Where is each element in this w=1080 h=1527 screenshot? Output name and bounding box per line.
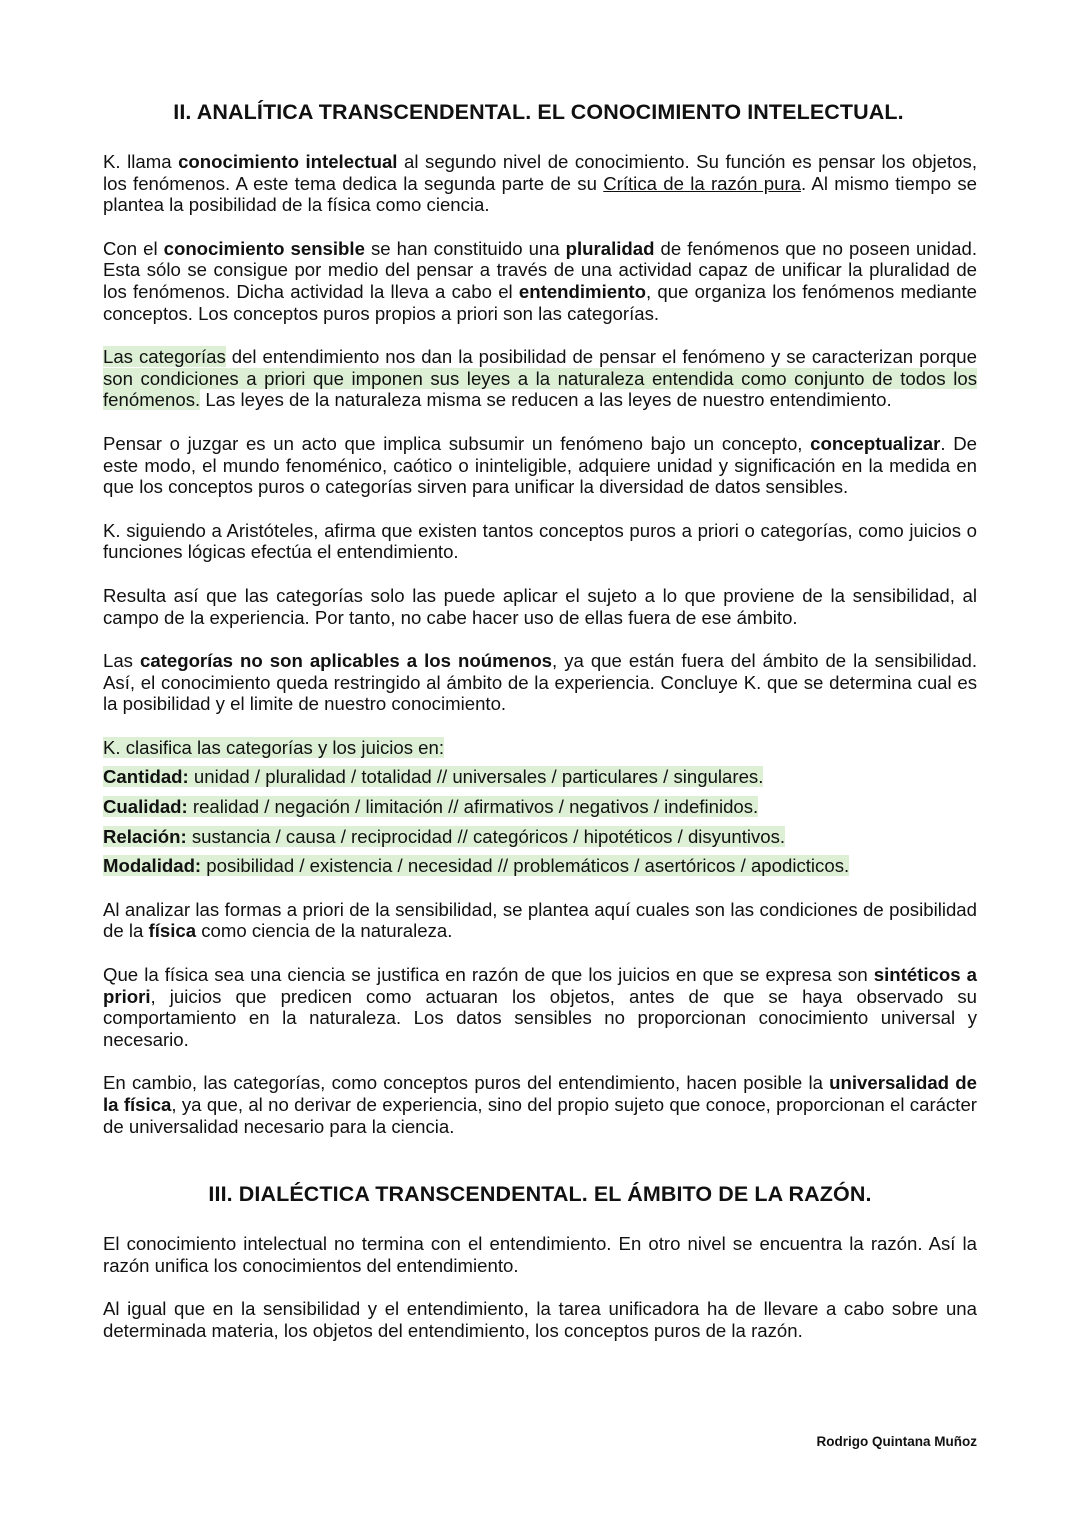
bold-term: universalidad de la física xyxy=(103,1072,977,1115)
document-body xyxy=(103,100,977,1342)
paragraph-noumenos: Las categorías no son aplicables a los noúmenos, ya que están fuera del ámbito de la sensibilidad. Así, el conocimiento queda restringido al ámbito de la experiencia. Concluye K. que se determina cual es la posibilidad y el limite de nuestro conocimiento. xyxy=(103,650,977,715)
paragraph-conocimiento-intelectual: K. llama conocimiento intelectual al segundo nivel de conocimiento. Su función es pensar los objetos, los fenómenos. A este tema dedica la segunda parte de su Crítica de la razón pura. Al mismo tiempo se plantea la posibilidad de la física como ciencia. xyxy=(103,151,977,216)
category-item-relacion: Relación: sustancia / causa / reciprocidad // categóricos / hipotéticos / disyuntivos. xyxy=(103,825,786,847)
paragraph-aristoteles: K. siguiendo a Aristóteles, afirma que existen tantos conceptos puros a priori o categorías, como juicios o funciones lógicas efectúa el entendimiento. xyxy=(103,519,977,563)
paragraph-conocimiento-sensible: Con el conocimiento sensible se han constituido una pluralidad de fenómenos que no poseen unidad. Esta sólo se consigue por medio del pensar a través de una actividad capaz de unificar la pluralidad de los fenómenos. Dicha actividad la lleva a cabo el entendimiento, que organiza los fenómenos mediante conceptos. Los conceptos puros propios a priori son las categorías. xyxy=(103,237,977,324)
paragraph-tarea-unificadora: Al igual que en la sensibilidad y el entendimiento, la tarea unificadora ha de llevare a cabo sobre una determinada materia, los objetos del entendimiento, los conceptos puros de la razón. xyxy=(103,1298,977,1341)
category-label: Modalidad: xyxy=(103,855,202,877)
highlight: Las categorías xyxy=(103,346,226,368)
bold-term: conocimiento intelectual xyxy=(178,151,398,172)
paragraph-razon: El conocimiento intelectual no termina con el entendimiento. En otro nivel se encuentra la razón. Así la razón unifica los conocimientos del entendimiento. xyxy=(103,1233,977,1276)
paragraph-fisica: Al analizar las formas a priori de la sensibilidad, se plantea aquí cuales son las condiciones de posibilidad de la física como ciencia de la naturaleza. xyxy=(103,898,977,942)
classification-intro xyxy=(103,737,977,759)
section-title-analitica: II. ANALÍTICA TRANSCENDENTAL. EL CONOCIMIENTO INTELECTUAL. xyxy=(173,100,904,124)
category-item-cantidad: Cantidad: unidad / pluralidad / totalidad // universales / particulares / singulares. xyxy=(103,766,764,788)
highlight: K. clasifica las categorías y los juicios en: xyxy=(103,736,445,758)
bold-term: sintéticos a priori xyxy=(103,964,977,1007)
category-label: Cualidad: xyxy=(103,796,188,818)
section-title-dialectica: III. DIALÉCTICA TRANSCENDENTAL. EL ÁMBITO DE LA RAZÓN. xyxy=(208,1182,872,1207)
category-item-cualidad: Cualidad: realidad / negación / limitación // afirmativos / negativos / indefinidos. xyxy=(103,796,759,818)
bold-term: conocimiento sensible xyxy=(163,237,365,259)
category-item-modalidad: Modalidad: posibilidad / existencia / necesidad // problemáticos / asertóricos / apodicticos. xyxy=(103,855,850,877)
bold-term: conceptualizar xyxy=(810,432,941,454)
book-title-link: Crítica de la razón pura xyxy=(603,172,801,194)
bold-term: categorías no son aplicables a los noúmenos xyxy=(140,650,553,672)
category-label: Relación: xyxy=(103,825,187,847)
bold-term: física xyxy=(148,920,197,942)
author-footer: Rodrigo Quintana Muñoz xyxy=(816,1434,977,1449)
highlight: son condiciones a priori que imponen sus leyes a la naturaleza entendida como conjunto de todos los fenómenos. xyxy=(103,367,977,411)
bold-term: entendimiento xyxy=(518,280,646,302)
bold-term: pluralidad xyxy=(565,237,655,259)
paragraph-sinteticos: Que la física sea una ciencia se justifica en razón de que los juicios en que se expresa son sintéticos a priori, juicios que predicen como actuaran los objetos, antes de que se haya observado su comportamiento en la naturaleza. Los datos sensibles no proporcionan conocimiento universal y necesario. xyxy=(103,964,977,1050)
paragraph-sujeto: Resulta así que las categorías solo las puede aplicar el sujeto a lo que proviene de la sensibilidad, al campo de la experiencia. Por tanto, no cabe hacer uso de ellas fuera de ese ámbito. xyxy=(103,584,977,628)
paragraph-universalidad: En cambio, las categorías, como conceptos puros del entendimiento, hacen posible la universalidad de la física, ya que, al no derivar de experiencia, sino del propio sujeto que conoce, proporcionan el carácter de universalidad necesario para la ciencia. xyxy=(103,1072,977,1137)
paragraph-categorias: Las categorías del entendimiento nos dan la posibilidad de pensar el fenómeno y se caracterizan porque son condiciones a priori que imponen sus leyes a la naturaleza entendida como conjunto de todos los fenómenos. Las leyes de la naturaleza misma se reducen a las leyes de nuestro entendimiento. xyxy=(103,346,977,411)
paragraph-pensar-juzgar: Pensar o juzgar es un acto que implica subsumir un fenómeno bajo un concepto, conceptualizar. De este modo, el mundo fenoménico, caótico o ininteligible, adquiere unidad y significación en la medida en que los conceptos puros o categorías sirven para unificar la diversidad de datos sensibles. xyxy=(103,432,977,498)
category-label: Cantidad: xyxy=(103,766,189,788)
